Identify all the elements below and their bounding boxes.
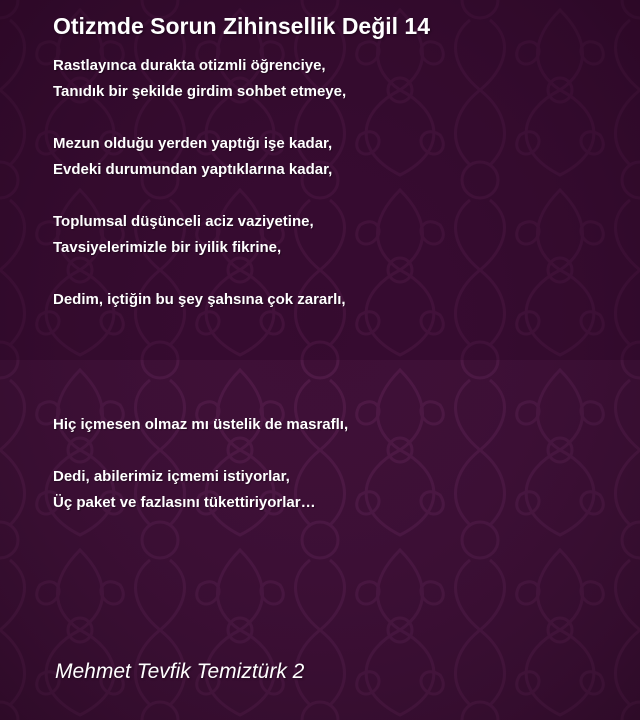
poem-stanza-6 [53,464,316,516]
poem-line: Dedim, içtiğin bu şey şahsına çok zararlı, [53,291,346,308]
poem-title: Otizmde Sorun Zihinsellik Değil 14 [53,13,431,39]
poem-line: Mezun olduğu yerden yaptığı işe kadar, [53,135,333,152]
poem-line: Üç paket ve fazlasını tükettiriyorlar… [53,494,316,511]
poem-stanza-5 [53,412,348,438]
poem-stanza-1 [53,53,346,105]
poem-stanza-4 [53,287,346,313]
poem-line: Evdeki durumundan yaptıklarına kadar, [53,161,333,178]
poem-line: Dedi, abilerimiz içmemi istiyorlar, [53,468,290,485]
poem-stanza-2 [53,131,332,183]
poem-line: Tanıdık bir şekilde girdim sohbet etmeye, [53,83,347,100]
poem-line: Rastlayınca durakta otizmli öğrenciye, [53,57,326,74]
poem-line: Toplumsal düşünceli aciz vaziyetine, [53,213,314,230]
poem-line: Hiç içmesen olmaz mı üstelik de masraflı, [53,416,349,433]
poem-author: Mehmet Tevfik Temiztürk 2 [55,660,305,683]
poem-stanza-3 [53,209,314,261]
poem-line: Tavsiyelerimizle bir iyilik fikrine, [53,239,282,256]
